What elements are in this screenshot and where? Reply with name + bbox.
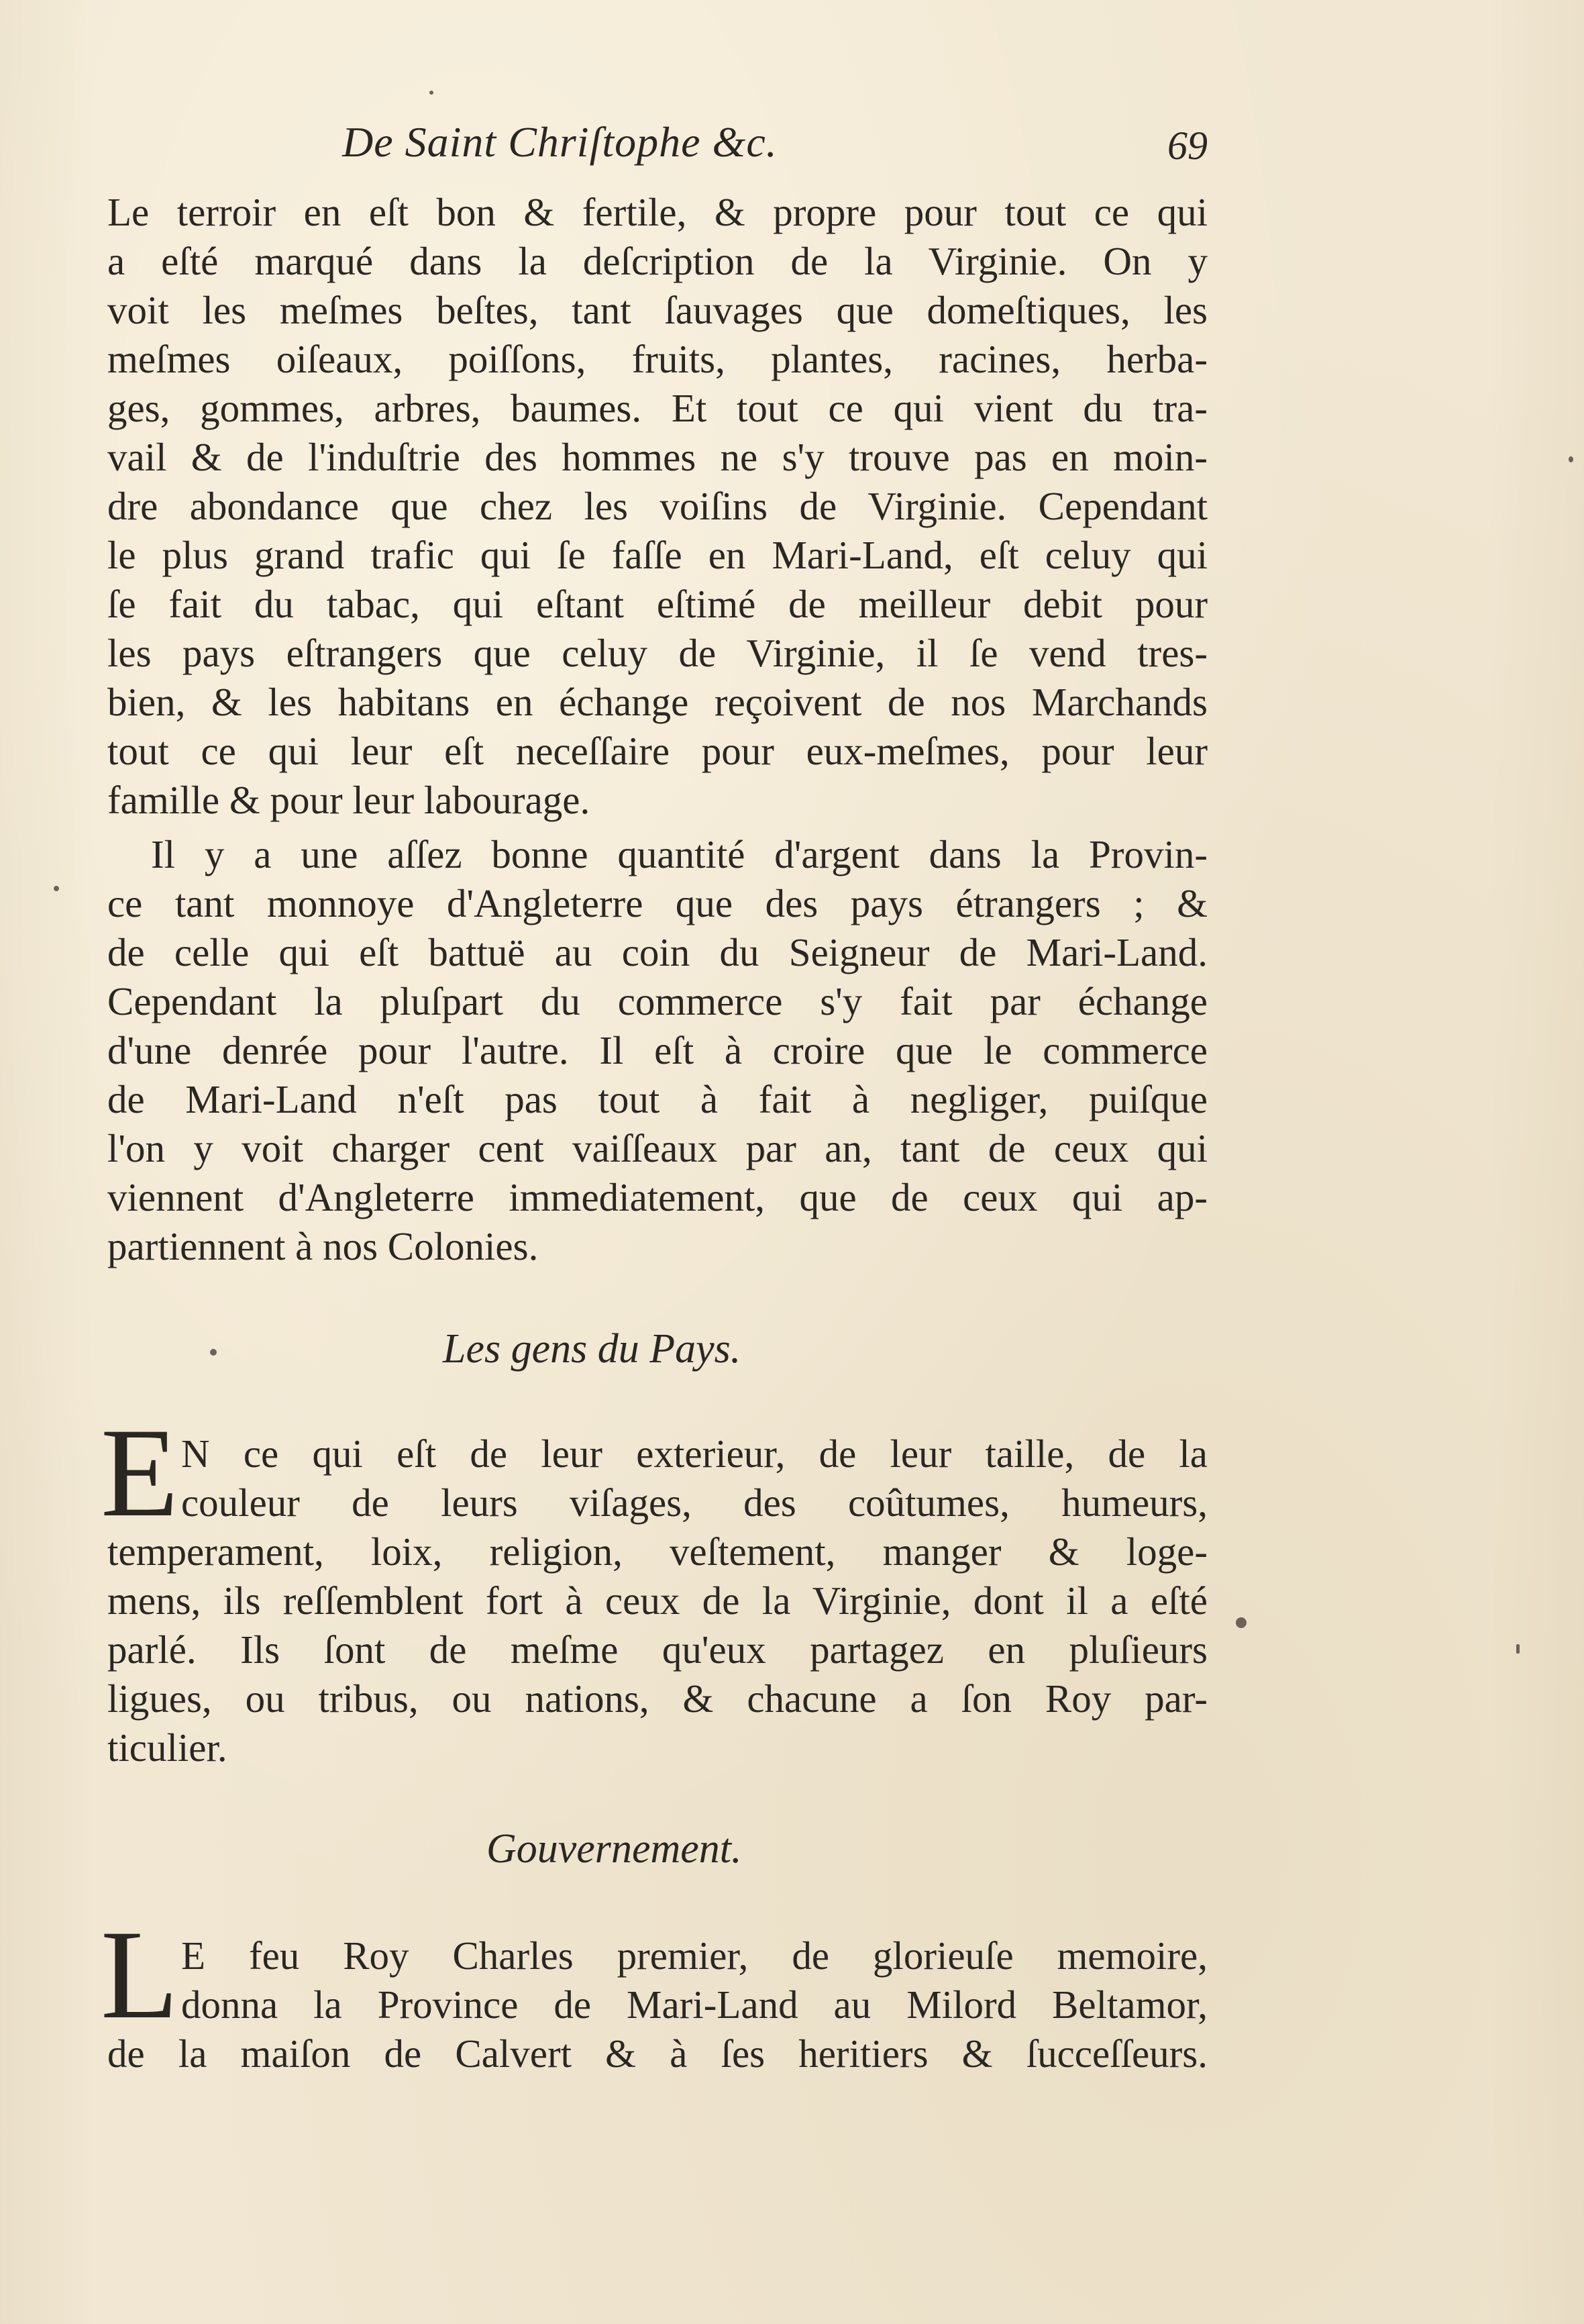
text-line: le plus grand trafic qui ſe faſſe en Mari-Land, eſt celuy qui xyxy=(107,533,1208,577)
text-line: donna la Province de Mari-Land au Milord Beltamor, xyxy=(181,1982,1208,2027)
text-line: N ce qui eſt de leur exterieur, de leur taille, de la xyxy=(181,1431,1208,1476)
section-heading-gouvernement: Gouvernement. xyxy=(486,1826,742,1872)
text-line: l'on y voit charger cent vaiſſeaux par an, tant de ceux qui xyxy=(107,1126,1208,1170)
text-line: de celle qui eſt battuë au coin du Seigneur de Mari-Land. xyxy=(107,930,1208,974)
ink-speck xyxy=(1516,1644,1520,1654)
ink-speck xyxy=(210,1349,217,1356)
text-line: partiennent à nos Colonies. xyxy=(107,1224,539,1268)
text-line: Cependant la pluſpart du commerce s'y fait par échange xyxy=(107,979,1208,1023)
text-line: bien, & les habitans en échange reçoivent de nos Marchands xyxy=(107,680,1208,724)
running-head xyxy=(107,117,1208,178)
drop-cap-l: L xyxy=(101,1905,179,2045)
text-line: a eſté marqué dans la deſcription de la Virginie. On y xyxy=(107,239,1208,283)
text-line: ges, gommes, arbres, baumes. Et tout ce qui vient du tra- xyxy=(107,386,1208,430)
section-heading-gens-du-pays: Les gens du Pays. xyxy=(443,1326,741,1372)
text-line: meſmes oiſeaux, poiſſons, fruits, plantes, racines, herba- xyxy=(107,337,1208,381)
text-line: Il y a une aſſez bonne quantité d'argent dans la Provin- xyxy=(151,832,1208,876)
text-line: Le terroir en eſt bon & fertile, & propre pour tout ce qui xyxy=(107,190,1208,234)
ink-speck xyxy=(429,91,433,95)
text-line: vail & de l'induſtrie des hommes ne s'y trouve pas en moin- xyxy=(107,435,1208,479)
text-line: ticulier. xyxy=(107,1725,227,1770)
text-line: ligues, ou tribus, ou nations, & chacune a ſon Roy par- xyxy=(107,1676,1208,1721)
paragraph-money xyxy=(107,830,1208,1271)
ink-speck xyxy=(1236,1617,1247,1628)
text-line: de Mari-Land n'eſt pas tout à fait à negliger, puiſque xyxy=(107,1077,1208,1121)
text-line: couleur de leurs viſages, des coûtumes, humeurs, xyxy=(181,1480,1208,1525)
text-line: parlé. Ils ſont de meſme qu'eux partagez en pluſieurs xyxy=(107,1627,1208,1672)
page-number: 69 xyxy=(1167,123,1208,168)
paragraph-trade xyxy=(107,188,1208,825)
text-line: dre abondance que chez les voiſins de Virginie. Cependant xyxy=(107,484,1208,528)
text-line: ce tant monnoye d'Angleterre que des pays étrangers ; & xyxy=(107,881,1208,925)
text-line: d'une denrée pour l'autre. Il eſt à croire que le commerce xyxy=(107,1028,1208,1072)
paragraph-gouvernement xyxy=(107,1931,1208,2078)
running-title: De Saint Chriſtophe &c. xyxy=(342,118,778,166)
text-line: ſe fait du tabac, qui eſtant eſtimé de meilleur debit pour xyxy=(107,582,1208,626)
ink-speck xyxy=(54,886,59,891)
text-line: temperament, loix, religion, veſtement, manger & loge- xyxy=(107,1529,1208,1574)
paragraph-gens-du-pays xyxy=(107,1429,1208,1772)
text-line: de la maiſon de Calvert & à ſes heritiers & ſucceſſeurs. xyxy=(107,2031,1208,2076)
text-line: voit les meſmes beſtes, tant ſauvages que domeſtiques, les xyxy=(107,288,1208,332)
text-line: famille & pour leur labourage. xyxy=(107,778,590,822)
text-line: tout ce qui leur eſt neceſſaire pour eux-meſmes, pour leur xyxy=(107,729,1208,773)
text-line: les pays eſtrangers que celuy de Virginie, il ſe vend tres- xyxy=(107,631,1208,675)
text-line: mens, ils reſſemblent fort à ceux de la Virginie, dont il a eſté xyxy=(107,1578,1208,1623)
drop-cap-e: E xyxy=(101,1403,179,1544)
text-line: E feu Roy Charles premier, de glorieuſe memoire, xyxy=(181,1933,1208,1978)
text-line: viennent d'Angleterre immediatement, que de ceux qui ap- xyxy=(107,1175,1208,1219)
ink-speck xyxy=(1569,456,1573,462)
